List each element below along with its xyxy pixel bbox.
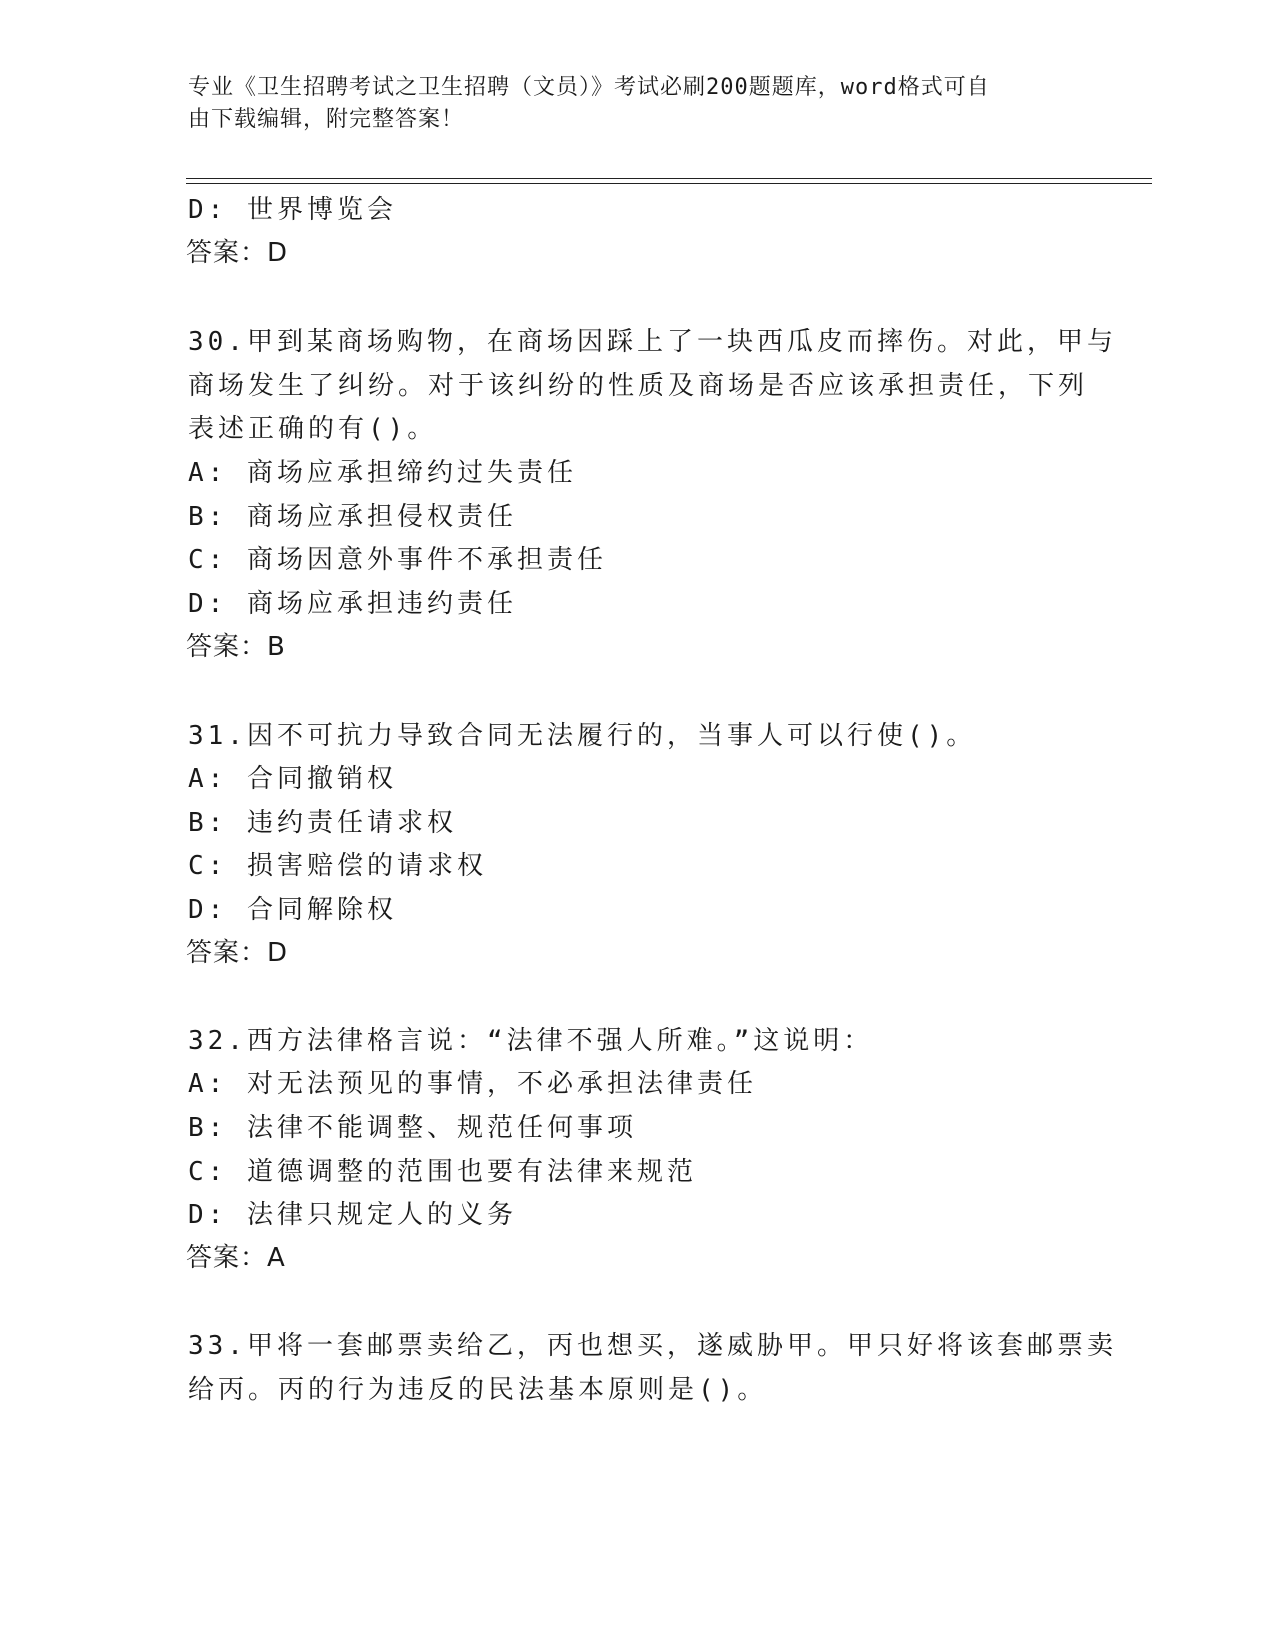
q33-stem-line-2: 给丙。丙的行为违反的民法基本原则是()。 [188,1375,768,1405]
header-line-1: 专业《卫生招聘考试之卫生招聘（文员）》考试必刷200题题库，word格式可自 [188,75,990,100]
q31-stem-line-1: 31.因不可抗力导致合同无法履行的，当事人可以行使()。 [188,721,977,751]
q31-option-a: A: 合同撤销权 [188,764,397,794]
q32-option-b: B: 法律不能调整、规范任何事项 [188,1113,637,1143]
q32-option-c: C: 道德调整的范围也要有法律来规范 [188,1157,697,1187]
header-divider-bottom [186,183,1152,184]
q30-answer: 答案：B [186,632,286,662]
q30-stem-line-2: 商场发生了纠纷。对于该纠纷的性质及商场是否应该承担责任，下列 [188,371,1089,401]
header-divider-top [186,178,1152,179]
q31-option-d: D: 合同解除权 [188,895,397,925]
q32-stem-line-1: 32.西方法律格言说：“法律不强人所难。”这说明： [188,1026,874,1056]
q31-answer: 答案：D [186,938,289,968]
document-header [188,72,1068,136]
q30-stem-line-3: 表述正确的有()。 [188,414,438,444]
q32-option-a: A: 对无法预见的事情，不必承担法律责任 [188,1069,757,1099]
prev-answer: 答案：D [186,238,289,268]
q31-option-b: B: 违约责任请求权 [188,808,457,838]
q32-option-d: D: 法律只规定人的义务 [188,1200,517,1230]
q30-stem-line-1: 30.甲到某商场购物，在商场因踩上了一块西瓜皮而摔伤。对此，甲与 [188,327,1117,357]
q30-option-b: B: 商场应承担侵权责任 [188,502,517,532]
prev-option-d: D: 世界博览会 [188,195,397,225]
q30-option-a: A: 商场应承担缔约过失责任 [188,458,577,488]
q32-answer: 答案：A [186,1243,286,1273]
q33-stem-line-1: 33.甲将一套邮票卖给乙，丙也想买，遂威胁甲。甲只好将该套邮票卖 [188,1331,1117,1361]
q30-option-c: C: 商场因意外事件不承担责任 [188,545,607,575]
q31-option-c: C: 损害赔偿的请求权 [188,851,487,881]
q30-option-d: D: 商场应承担违约责任 [188,589,517,619]
header-line-2: 由下载编辑，附完整答案！ [188,107,465,132]
